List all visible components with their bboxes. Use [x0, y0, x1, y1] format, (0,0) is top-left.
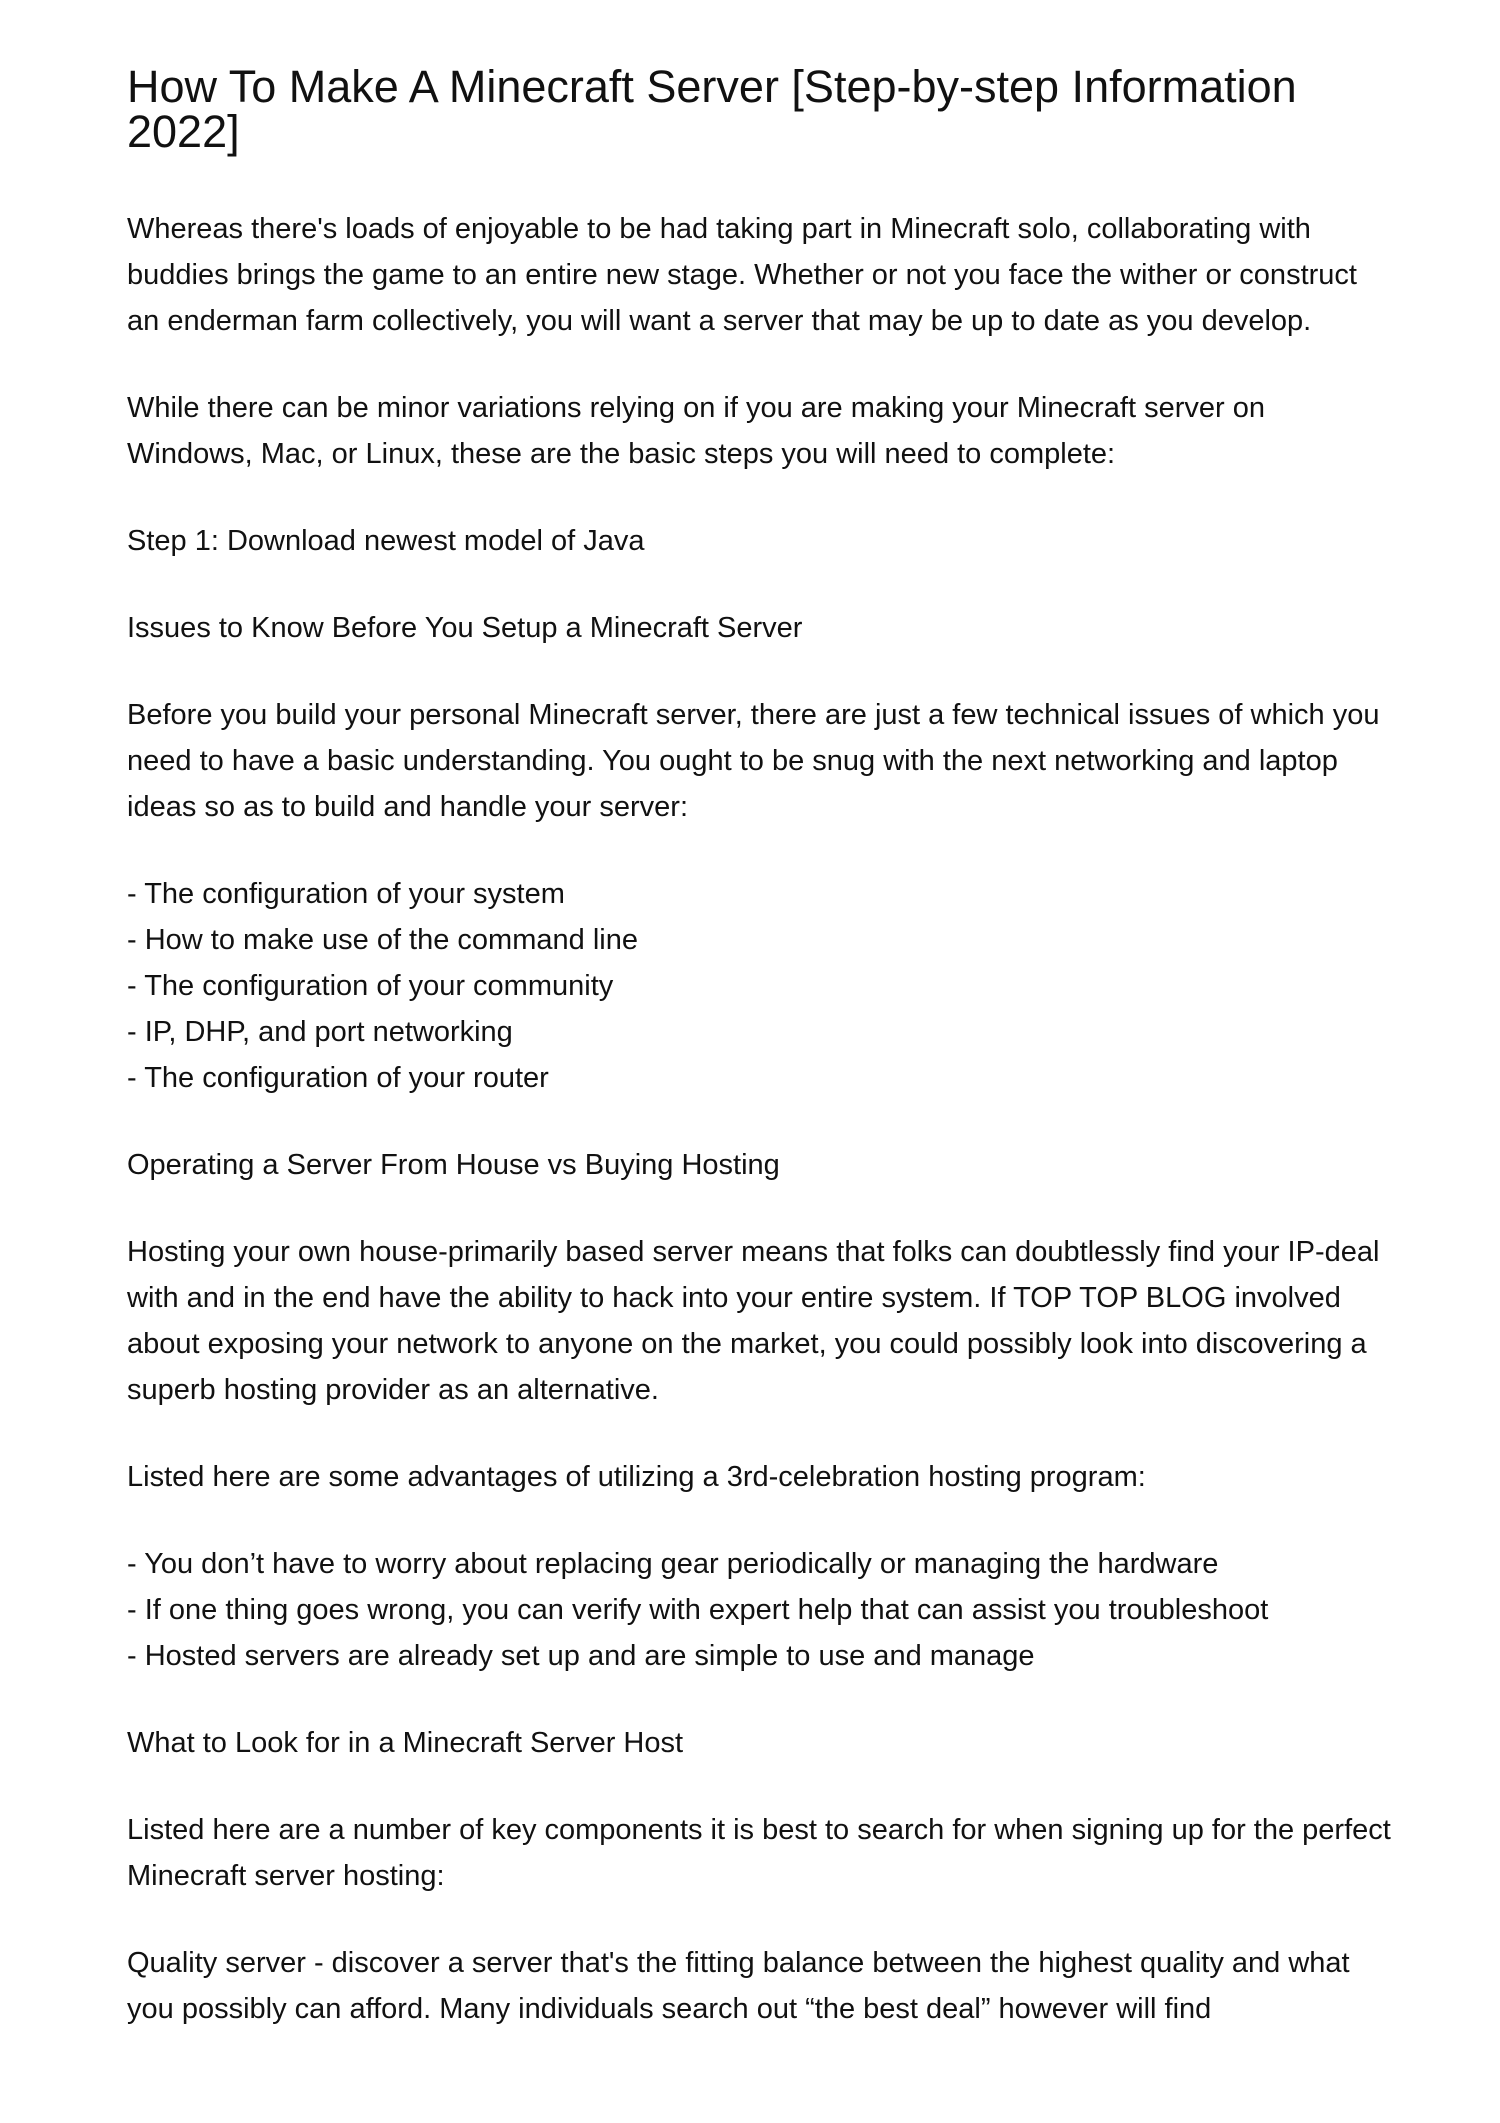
hosting-own-paragraph: Hosting your own house-primarily based server means that folks can doubtlessly find your IP-deal with and in the end have the ability to hack into your entire system. If TOP TOP BLOG involved about exposing your network to anyone on the market, you could possibly look into discovering a superb hosting provider as an alternative. — [127, 1236, 1380, 1406]
operating-heading: Operating a Server From House vs Buying Hosting — [127, 1149, 780, 1181]
quality-server-paragraph: Quality server - discover a server that's the fitting balance between the highest quality and what you possibly can afford. Many individuals search out “the best deal” however will find — [127, 1947, 1350, 2025]
technical-list — [127, 871, 1397, 1101]
step1-heading: Step 1: Download newest model of Java — [127, 525, 645, 557]
list-item: - The configuration of your community — [127, 970, 614, 1002]
list-item: - If one thing goes wrong, you can verify with expert help that can assist you troubleshoot — [127, 1594, 1269, 1626]
page-title: How To Make A Minecraft Server [Step-by-step Information 2022] — [127, 61, 1297, 157]
intro-paragraph: Whereas there's loads of enjoyable to be had taking part in Minecraft solo, collaborating with buddies brings the game to an entire new stage. Whether or not you face the wither or construct an enderman farm collectively, you will want a server that may be up to date as you develop. — [127, 213, 1357, 337]
what-to-look-heading: What to Look for in a Minecraft Server Host — [127, 1727, 684, 1759]
list-item: - IP, DHP, and port networking — [127, 1016, 513, 1048]
issues-heading: Issues to Know Before You Setup a Minecraft Server — [127, 612, 803, 644]
list-item: - The configuration of your system — [127, 878, 565, 910]
key-components-paragraph: Listed here are a number of key components it is best to search for when signing up for the perfect Minecraft server hosting: — [127, 1814, 1391, 1892]
variations-paragraph: While there can be minor variations relying on if you are making your Minecraft server on Windows, Mac, or Linux, these are the basic steps you will need to complete: — [127, 392, 1265, 470]
list-item: - How to make use of the command line — [127, 924, 638, 956]
list-item: - The configuration of your router — [127, 1062, 549, 1094]
list-item: - You don’t have to worry about replacing gear periodically or managing the hardware — [127, 1548, 1219, 1580]
advantages-intro: Listed here are some advantages of utilizing a 3rd-celebration hosting program: — [127, 1461, 1146, 1493]
document-page — [127, 61, 1397, 2073]
list-item: - Hosted servers are already set up and are simple to use and manage — [127, 1640, 1035, 1672]
before-build-paragraph: Before you build your personal Minecraft server, there are just a few technical issues of which you need to have a basic understanding. You ought to be snug with the next networking and laptop ideas so as to build and handle your server: — [127, 699, 1380, 823]
advantages-list — [127, 1541, 1397, 1679]
